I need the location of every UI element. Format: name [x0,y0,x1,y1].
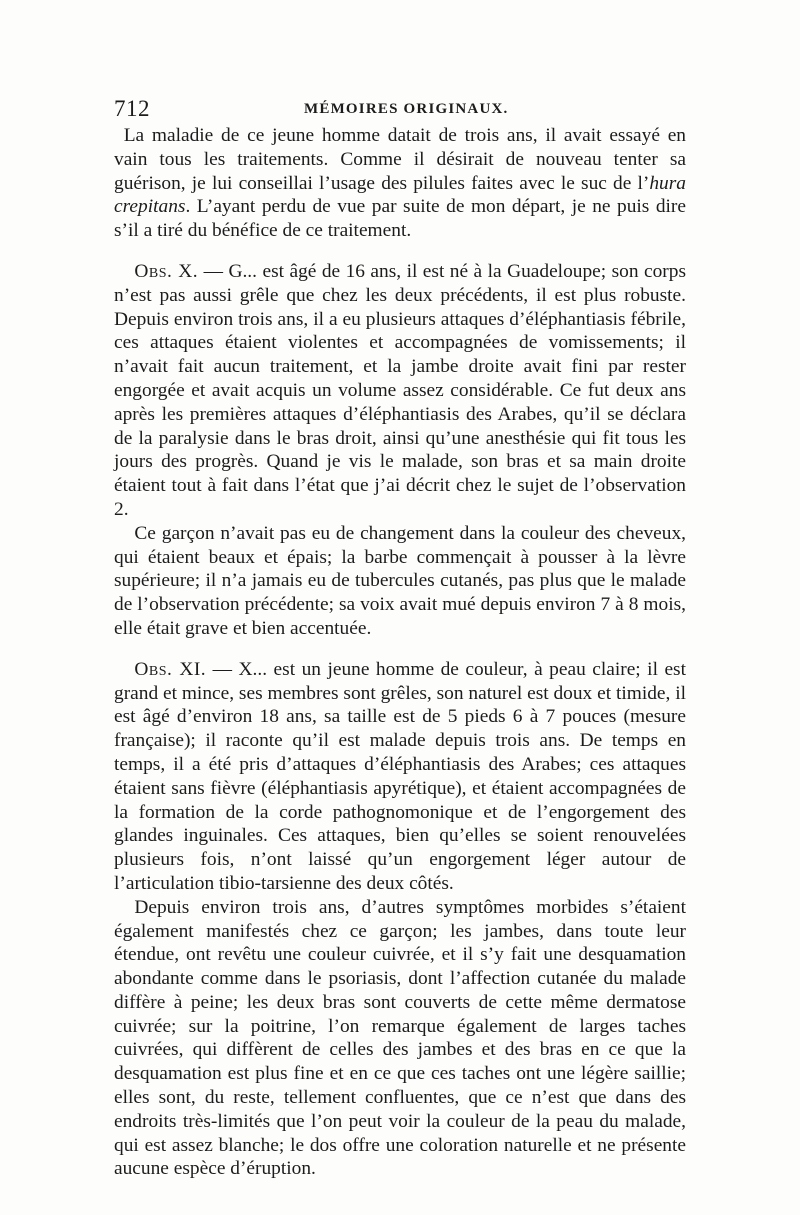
observation-label-xi: Obs. XI. [134,658,207,680]
running-title: MÉMOIRES ORIGINAUX. [304,101,509,117]
paragraph-1-text-a: La maladie de ce jeune homme datait de trois ans, il avait essayé en vain tous les traitements. Comme il désirait de nouveau tenter sa guérison, je lui conseillai l’usage des pilules faites avec le suc de l’ [114,125,686,194]
paragraph-1 [114,124,686,243]
paragraph-5-text: Depuis environ trois ans, d’autres symptômes morbides s’étaient également manifestés chez ce garçon; les jambes, dans toute leur étendue, ont revêtu une couleur cuivrée, et il s’y fait une desquamation abondante comme dans le psoriasis, dont l’affection cutanée du malade diffère à peine; les deux bras sont couverts de cette même dermatose cuivrée; sur la poitrine, l’on remarque également de larges taches cuivrées, qui diffèrent de celles des jambes et des bras en ce que la desquamation est plus fine et en ce que ces taches ont une légère saillie; elles sont, du reste, tellement confluentes, que ce n’est que dans des endroits très-limités que l’on peut voir la couleur de la peau du malade, qui est assez blanche; le dos offre une coloration naturelle et ne présente aucune espèce d’éruption. [114,896,686,1180]
paragraph-3-text: Ce garçon n’avait pas eu de changement dans la couleur des cheveux, qui étaient beaux et épais; la barbe commençait à pousser à la lèvre supérieure; il n’a jamais eu de tubercules cutanés, pas plus que le malade de l’observation précédente; sa voix avait mué depuis environ 7 à 8 mois, elle était grave et bien accentuée. [114,522,686,639]
plant-name-italic: hura crepitans [114,172,686,218]
paragraph-obs-x-text: — G... est âgé de 16 ans, il est né à la Guadeloupe; son corps n’est pas aussi grêle que chez les deux précédents, il est plus robuste. Depuis environ trois ans, il a eu plusieurs attaques d’éléphantiasis fébrile, ces attaques étaient violentes et accompagnées de vomissements; il n’avait fait aucun traitement, et la jambe droite avait fini par rester engorgée et avait acquis un volume assez considérable. Ce fut deux ans après les premières attaques d’éléphantiasis des Arabes, qu’il se déclara de la paralysie dans le bras droit, ainsi qu’une anesthésie qui fit tous les jours des progrès. Quand je vis le malade, son bras et sa main droite étaient tout à fait dans l’état que j’ai décrit chez le sujet de l’observation 2. [114,260,686,520]
paragraph-5 [114,896,686,1182]
observation-label-x: Obs. X. [134,260,199,282]
paragraph-1-text-b: . L’ayant perdu de vue par suite de mon départ, je ne puis dire s’il a tiré du bénéfice de ce traitement. [114,196,686,242]
page-number: 712 [114,96,150,121]
paragraph-obs-x [114,260,686,522]
page-header [114,96,686,126]
paragraph-obs-xi [114,658,686,896]
paragraph-3 [114,522,686,641]
paragraph-obs-xi-text: — X... est un jeune homme de couleur, à peau claire; il est grand et mince, ses membres sont grêles, son naturel est doux et timide, il est âgé d’environ 18 ans, sa taille est de 5 pieds 6 à 7 pouces (mesure française); il raconte qu’il est malade depuis trois ans. De temps en temps, il a été pris d’attaques d’éléphantiasis des Arabes; ces attaques étaient sans fièvre (éléphantiasis apyrétique), et étaient accompagnées de la formation de la corde pathognomonique et de l’engorgement des glandes inguinales. Ces attaques, bien qu’elles se soient renouvelées plusieurs fois, n’ont laissé qu’un engorgement léger autour de l’articulation tibio-tarsienne des deux côtés. [114,658,686,894]
body-text [114,124,686,1181]
